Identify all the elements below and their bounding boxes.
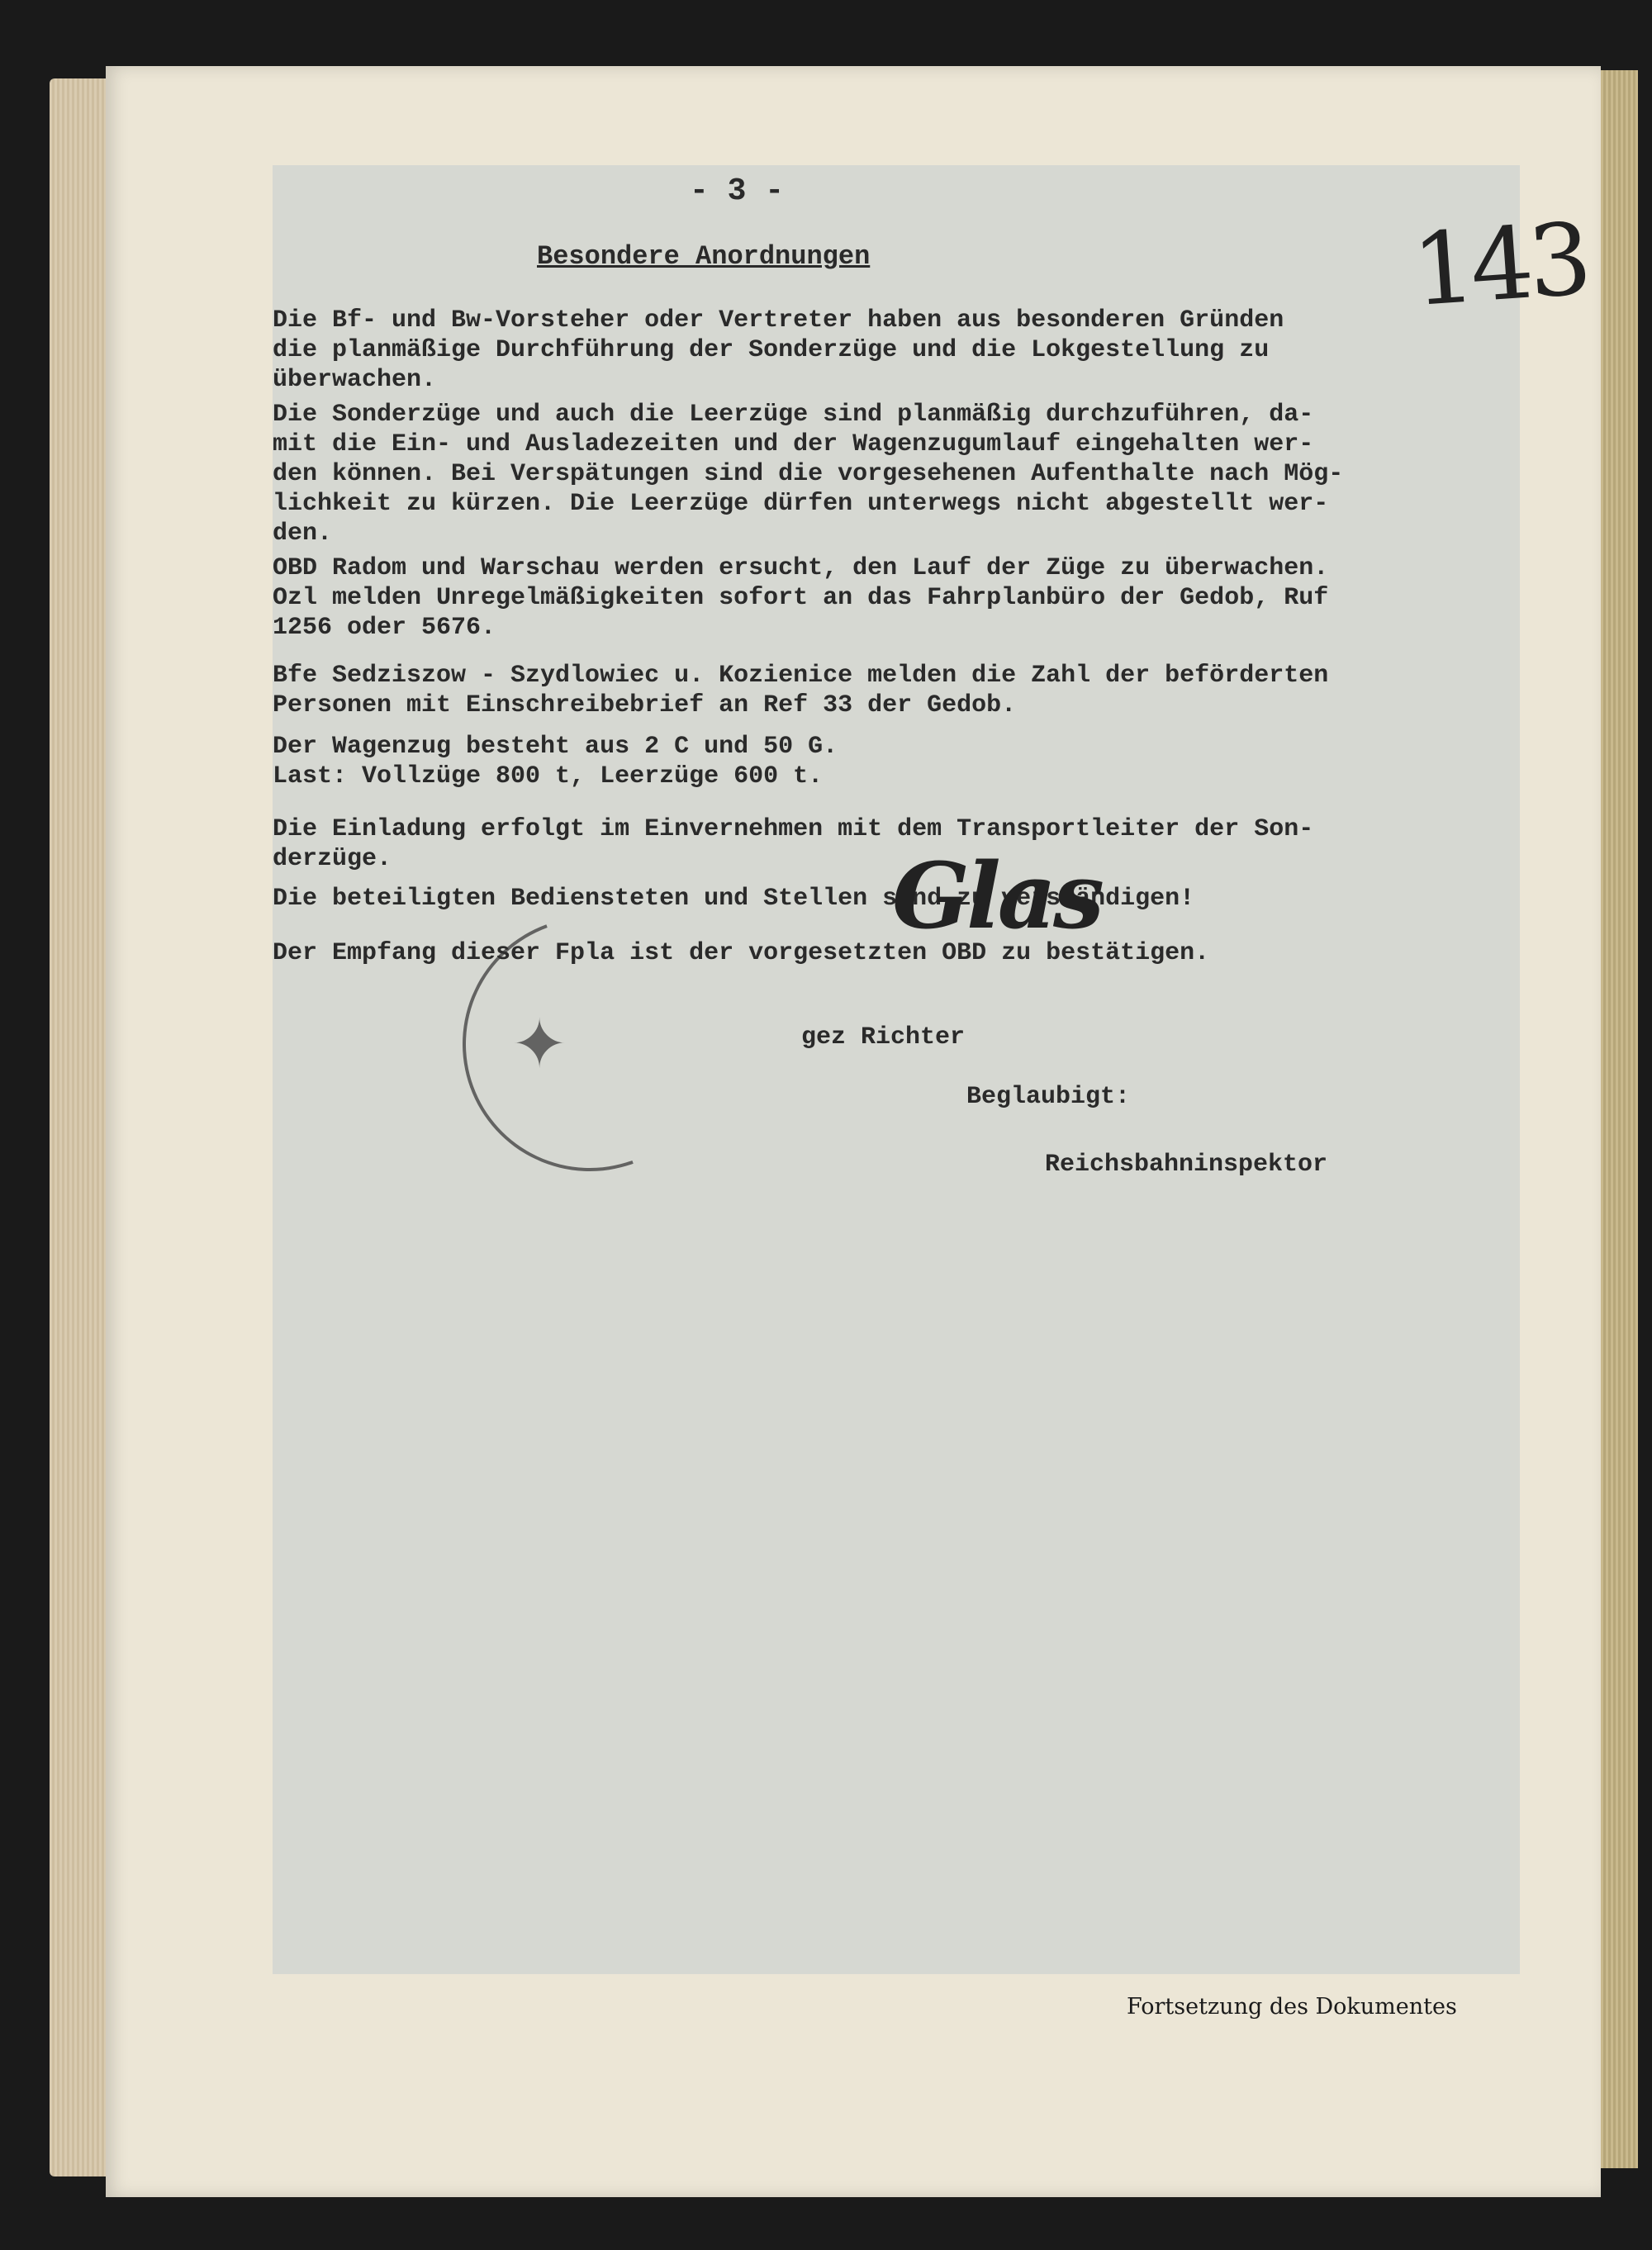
paragraph-2: Die Sonderzüge und auch die Leerzüge sind planmäßig durchzuführen, da- mit die Ein- und Ausladezeiten und der Wagenzugumlauf eingehalten wer- den können. Bei Verspätungen sind die vorgesehenen Aufenthalte nach Mög- lichkeit zu kürzen. Die Leerzüge dürfen unterwegs nicht abgestellt wer- den. [273, 401, 1344, 548]
signed-by: gez Richter [801, 1023, 966, 1051]
page-number: - 3 - [690, 173, 785, 209]
paragraph-5: Der Wagenzug besteht aus 2 C und 50 G. Last: Vollzüge 800 t, Leerzüge 600 t. [273, 733, 838, 790]
paragraph-7: Die beteiligten Bediensteten und Stellen sind zu verständigen! [273, 885, 1195, 913]
book-right-edge [1601, 70, 1638, 2168]
certified-label: Beglaubigt: [966, 1083, 1131, 1111]
paragraph-6: Die Einladung erfolgt im Einvernehmen mit dem Transportleiter der Son- derzüge. [273, 815, 1314, 873]
paragraph-3: OBD Radom und Warschau werden ersucht, den Lauf der Züge zu überwachen. Ozl melden Unregelmäßigkeiten sofort an das Fahrplanbüro der Gedob, Ruf 1256 oder 5676. [273, 554, 1329, 642]
handwritten-signature: Glas [892, 843, 1101, 949]
paragraph-1: Die Bf- und Bw-Vorsteher oder Vertreter haben aus besonderen Gründen die planmäßige Durchführung der Sonderzüge und die Lokgestellung zu überwachen. [273, 306, 1284, 394]
stamp-eagle-icon: ✦ [512, 992, 567, 1095]
page-caption: Fortsetzung des Dokumentes [1127, 1994, 1457, 2020]
section-heading: Besondere Anordnungen [537, 241, 871, 272]
paragraph-8: Der Empfang dieser Fpla ist der vorgesetzten OBD zu bestätigen. [273, 939, 1210, 967]
official-title: Reichsbahninspektor [1045, 1151, 1328, 1179]
paragraph-4: Bfe Sedziszow - Szydlowiec u. Kozienice melden die Zahl der beförderten Personen mit Einschreibebrief an Ref 33 der Gedob. [273, 662, 1329, 719]
handwritten-folio-number: 143 [1408, 202, 1591, 330]
